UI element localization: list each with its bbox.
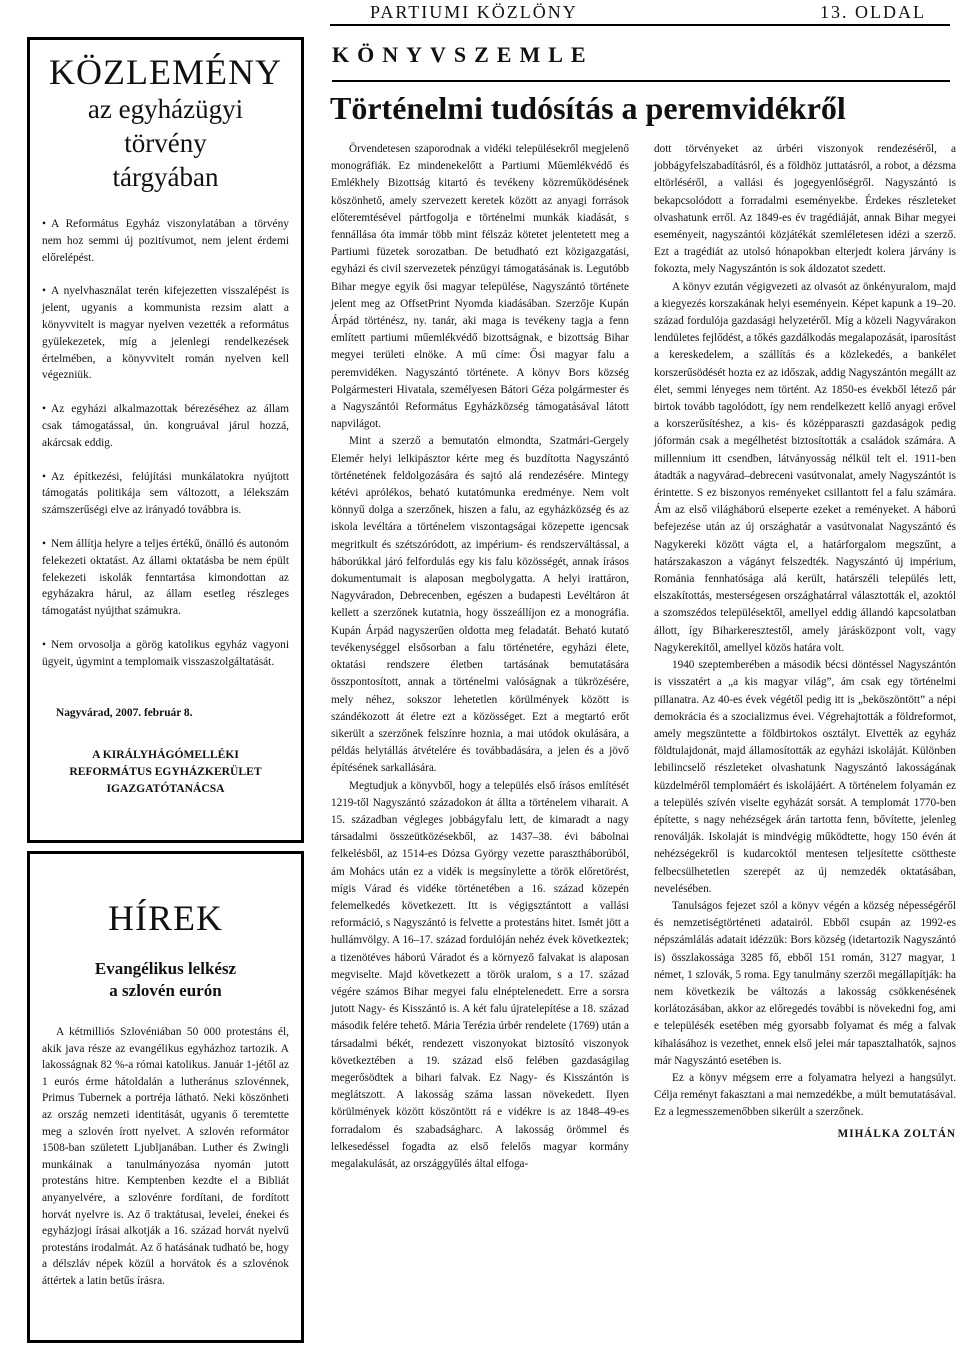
article-column-2 [654,141,956,1343]
article-paragraph: Ez a könyv mégsem erre a folyamatra helyezi a hangsúlyt. Célja reményt fakasztani a mai nemzedékbe, a múlt bemutatásával. Ez a legmesszemenőbben sikerült a szerzőnek. [654,1071,956,1119]
announcement-date: Nagyvárad, 2007. február 8. [56,706,193,719]
page-number: 13. OLDAL [820,2,926,22]
article-paragraph: A könyv ezután végigvezeti az olvasót az önkényuralom, majd a kiegyezés korszakának helyi eseményein. Képet kapunk a 19–20. század fordulója gazdasági helyzetéről. Míg a közeli Nagyvárakon lendületes fejlődést, a tőkés gazdálkodás megalapozását, iparosítást a kereskedelem, a szállítás és a közlekedés, a bankélet korszerűsödését hozta ez az időszak, addig Nagyszántón megállt az élet, semmi lényeges nem történt. Az 1850-es évekből létező pár birtok tovább tagolódott, így nem rendelkezett kellő anyagi erővel a korszerűsítéshez, a kis- és középparaszti gazdaságok pedig jóformán csak a megélhetést biztosították a családok számára. A millennium itt csendben, látványosság nélkül telt el. 1911-ben átadták a nagyvárad–debreceni vasútvonalat, amely Nagyszántót is érintette. S ez biszonyos reményeket csillantott fel a falu számára. Ám az első világháború elseperte ezeket a reményeket. A háború befejezése után az új országhatár a vasútvonalat Nagyszántó és Nagykereki között vágta el, a határforgalom megszűnt, a határszakaszon a vágányt felszedték. Nagyszántó új impérium, Románia fennhatósága alá került, határszéli település lett, elszakítottás, mesterségesen országhatárral választották el, azoktól a szomszédos településektől, amellyel eddig állandó kapcsolatban állott, így Biharkeresztestől, amely járásközpont volt, vagy Nagykerekitől, amellyel közös határa volt. [654,280,956,654]
news-title: HÍREK [108,898,223,938]
announcement-bullet: • Nem orvosolja a görög katolikus egyház vagyoni ügyeit, úgymint a templomaik visszaszolgáltatását. [42,637,289,671]
article-paragraph: Örvendetesen szaporodnak a vidéki településekről megjelenő monográfiák. Ez mindenekelőtt a Partiumi Műemlékvédő és Emlékhely Bizottság kitartó és tevékeny közreműködésének köszönhető, amely szervezett keretek között az anyagi források előteremtésével pártfogolja e történelmi munkák kiadását, s fennállása óta immár több mint félszáz kötetet jelentetett meg a Partiumi füzetek sorozatban. De betudható ezt közigazgatási, egyházi és civil szervezetek pénzügyi támogatásának is. Legutóbb Bihar megye egyik ősi magyar települése, Nagyszántó története jelent meg az OffsetPrint Nyomda kiadásában. Szerzője Kupán Árpád történész, ny. tanár, aki maga is tevékeny tagja a fenn említett partiumi műemlékvédő bizottságnak, e bizottság Bihar megyei területi elnöke. A mű címe: Ősi magyar falu a peremvidéken. Nagyszántó története. A könyv Bors község Polgármesteri Hivatala, személyesen Bátori Géza polgármester és a Nagyszántói Református Egyházközség támogatásával látott napvilágot. [331,143,629,431]
news-text: A kétmilliós Szlovéniában 50 000 protestáns él, akik java része az evangélikus egyházhoz tartozik. A lakosságnak 82 %-a római katolikus. Január 1-jétől az 1 eurós érme hátoldalán a lutheránus szlovénnek, Primus Tubernek a portréja látható. Neki köszönheti az ország nemzeti identitását, ugyanis ő teremtette meg a szlovén írott nyelvet. A szlovén reformátor 1508-ban született Ljubljanában. Luther és Zwingli munkáinak a tanulmányozása nyomán jutott protestáns hitre. Kemptenben kezdte el a Bibliát anyanyelvére, a szlovénre fordítani, de fordított horvát nyelvre is. Az ő traktátusai, levelei, énekei és egyházjogi írásai alkotják a 16. század horvát nyelvű protestáns irodalmát. Az ő hatásának tudható be, hogy a délszláv népek közül a horvátok és a szlovénok áttértek a latin betűs írásra. [42,1026,289,1287]
news-subtitle-2: a szlovén eurón [109,981,222,1000]
section-heading: KÖNYVSZEMLE [332,42,594,67]
announcement-bullet: • Nem állítja helyre a teljes értékű, önálló és autonóm felekezeti oktatást. Az állami oktatásba be nem épült felekezeti iskolák fenntartása kimondottan az egyházakra hárul, az állam esetleg részleges támogatást nyújthat számukra. [42,536,289,620]
announcement-bullet: • Az egyházi alkalmazottak bérezéséhez az állam csak támogatással, ún. kongruával járul hozzá, akárcsak eddig. [42,401,289,451]
article-title: Történelmi tudósítás a peremvidékről [330,90,846,126]
signature-line-1: A KIRÁLYHÁGÓMELLÉKI [92,748,239,762]
announcement-subtitle-2: törvény [124,128,207,158]
publication-name: PARTIUMI KÖZLÖNY [370,2,578,22]
article-paragraph: Mint a szerző a bemutatón elmondta, Szatmári-Gergely Elemér helyi lelkipásztor kérte meg és buzdította Nagyszántó történetének feldolgozására és sajtó alá rendezésére. Mintegy kétévi aprólékos, beható kutatómunka eredménye. Nem volt könnyű dolga a szerzőnek, hiszen a falu, az egyházközség és az iskola levéltára a történelem viszontagságai közepette igencsak megritkult és szétszóródott, az impérium- és rendszerváltással, a háborúkkal járó felfordulás egy kis falu közösségét, annak írásos dokumentumait is alaposan megbolygatta. A helyi irattáron, Nagyváradon, Debrecenben, egészen a budapesti Levéltáron át kellett a szerzőnek kutatnia, hogy összeállíjon ez a monográfia. Kupán Árpád nagyszerűen oldotta meg feladatát. Beható kutató tevékenységgel elsősorban a falu történetére, egyházi élete, oktatási rendszere életben tartásának bemutatására összpontosított, annak a történelmi valóságnak a tükrözésére, mely néhez, sokszor lehetetlen körülmények között is szándékozott át életre ezt a közösséget. Ezt a megtartó erőt sikerült a szerzőnek felszínre hoznia, a mai utódok okulására, a példás helytállás átvételére és továbbadására, a jelen és a jövő építésének sarkallására. [331,435,629,775]
article-paragraph: dott törvényeket az úrbéri viszonyok rendezéséről, a jobbágyfelszabadításról, és a földhöz juttatásról, a robot, a dézsma eltörléséről, a vallási és jogegyenlőségről. Nagyszántó is bekapcsolódott a forradalmi eseményekbe. Érdekes részleteket olvashatunk erről. Az 1849-es év tragédiáját, annak Bihar megyei eseményeit, nagyszántói közjátékát szemléletesen idézi a szerző. Ezt a tragédiát az utolsó hónapokban elterjedt kolera járvány is fokozta, mely Nagyszántón is sok áldozatot szedett. [654,143,956,276]
announcement-title: KÖZLEMÉNY [49,52,282,92]
news-box [27,851,304,1343]
announcement-subtitle-3: tárgyában [112,162,219,192]
article-paragraph: 1940 szeptemberében a második bécsi döntéssel Nagyszántón is visszatért a „a kis magyar világ”, ám csak egy történelmi pillanatra. Az 40-es évek végétől pedig itt is „beköszöntött” a népi demokrácia és a szocializmus évei. Végrehajtották a földreformot, amely megszüntette a földbirtokos osztályt. Elvették az egyház földtulajdonát, majd államosították az egyházi iskoláját. Különben lebilincselő részleteket olvashatunk Nagyszántó lakosságának küzdelméről templomáért és iskolájáért. A történelem folyamán ez a település szívén viselte egyházát sorsát. A templomát 1770-ben építette, s nagy nehézségek árán tartotta fenn, bővítette, jelenleg renoválják. Iskolaját is mindvégig működtette, hogy 150 évén át nehézségekről is kudarcoktól mentesen teljesítette csöttheste felbecsülhetetlen szerepét az új nemzedék oktatásában, nevelésében. [654,659,956,895]
announcement-subtitle-1: az egyházügyi [87,94,244,124]
article-paragraph: Tanulságos fejezet szól a könyv végén a község népességéről és nemzetiségtörténeti adatairól. Ebből csupán az 1992-es népszámlálás adatait idézzük: Bors község (idetartozik Nagyszántó is) összlakossága 3285 fő, ebből 151 román, 3127 magyar, 1 német, 1 szlovák, 5 roma. Egy tanulmány szerzői megállapítják: ha nem következik be változás a lakosság csökkenésének korlátozásában, akkor az előregedés további is növekedni fog, ami e településék esetében még gyorsabb folyamat és még a falvak kihalásához is vezethet, ennek első jelei már tapasztalhatók, sajnos már Nagyszántó esetében is. [654,899,956,1067]
signature-line-3: IGAZGATÓTANÁCSA [106,781,225,795]
signature-line-2: REFORMÁTUS EGYHÁZKERÜLET [69,765,262,779]
article-column-1 [331,141,629,1343]
article-paragraph: Megtudjuk a könyvből, hogy a település első írásos említését 1219-től Nagyszántó századokon át állta a történelem viharait. A 15. században végleges jobbágyfalu lett, de kimaradt a nagy társadalmi összeütközésekből, az 1437–38. évi bábolnai felkelésből, az 1514-es Dózsa György vezette parasztháborúból, ám Mohács után ez a vidék is megsínylette a török előretörést, mígis Várad és vidéke történetében a 16. század közepén felemelkedés következett. Itt is végigsztántott a vallási reformáció, s Nagyszántó is felvette a protestáns hitet. Ismét jött a hullámvölgy. A 16–17. század fordulóján nehéz évek következtek; a tizenötéves háború Váradot és a környező falvakat is alaposan megviselte. Majd következett a török uralom, s a 17. század végére számos Bihar megyei falu elnéptelenedett. Erre a sorsra jutott Nagy- és Kisszántó is. A két falu újratelepítése a 18. század második felére tehető. Mária Terézia úrbér rendelete (1769) után a társadalmi békét, rendezett viszonyokat biztosító viszonyok következtében a 19. század első felében gazdaságilag megerősödtek a bihari falvak. Ez Nagy- és Kisszántón is meglátszott. A lakosság száma lassan növekedett. Ilyen körülmények között köszöntött rá e vidékre is az 1848–49-es forradalom és szabadságharc. A lakosság örömmel és lelkesedéssel fogadta az első felelős magyar kormány megalakulását, az országgyűlés által elfoga- [331,779,629,1170]
section-rule [332,80,950,82]
page-header [330,2,950,26]
news-subtitle-1: Evangélikus lelkész [94,959,237,978]
announcement-box [27,37,304,843]
announcement-bullet: • A Református Egyház viszonylatában a törvény nem hoz semmi új pozitívumot, nem jelent érdemi előrelépést. [42,216,289,266]
announcement-bullet: • Az építkezési, felújítási munkálatokra nyújtott támogatás politikája sem változott, a lélekszám számszerűségi elve az irányadó továbbra is. [42,469,289,519]
article-author: MIHÁLKA ZOLTÁN [837,1127,956,1140]
announcement-bullet: • A nyelvhasználat terén kifejezetten visszalépést is jelent, ugyanis a kommunista rezsim alatt a könyvvitelt is magyar nyelven vezették a református gyülekezetek, míg a jelenlegi rendelkezések értelmében, a könyvvitelt román nyelven kell végezniük. [42,283,289,384]
